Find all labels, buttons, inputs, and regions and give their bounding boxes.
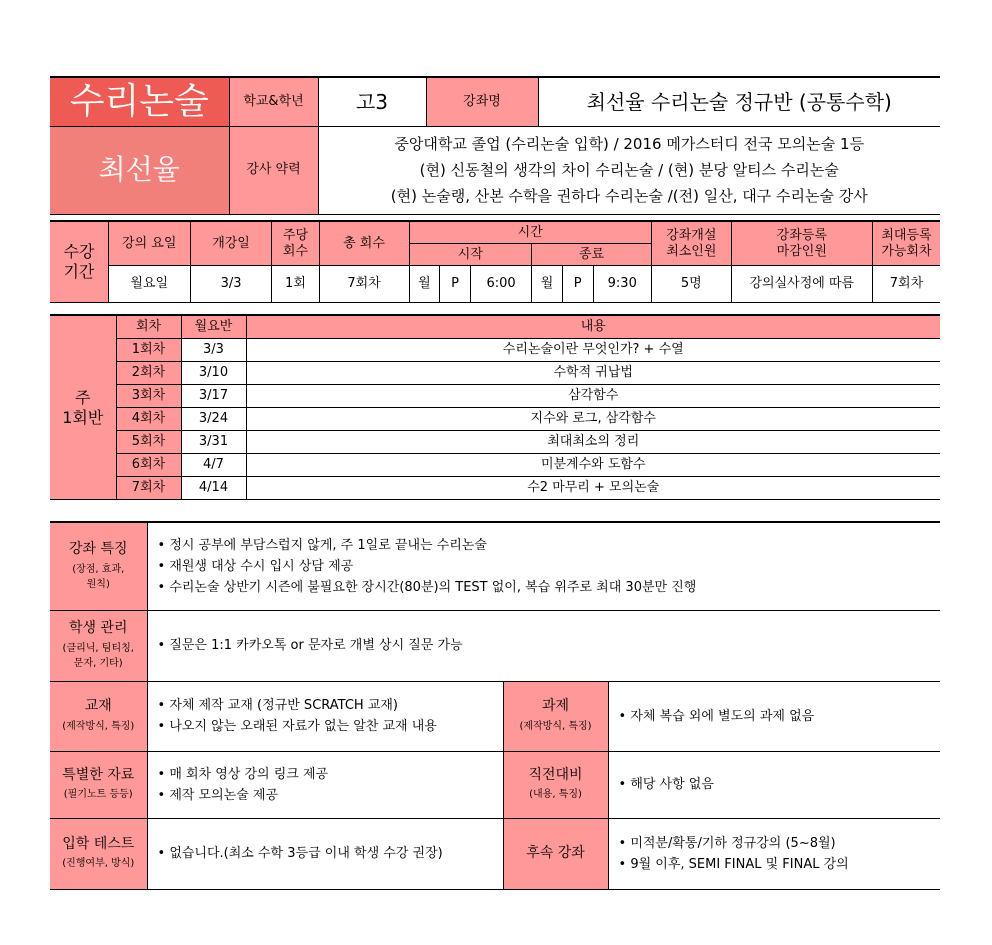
- course-name-value: 최선율 수리논술 정규반 (공통수학): [538, 77, 940, 126]
- list-item: • 없습니다.(최소 수학 3등급 이내 학생 수강 권장): [158, 843, 503, 864]
- content-cell: 수2 마무리 + 모의논술: [246, 477, 940, 500]
- end-time-value: 9:30: [593, 266, 651, 303]
- curriculum-table: [50, 314, 940, 500]
- list-item: • 정시 공부에 부담스럽지 않게, 주 1일로 끝내는 수리논술: [158, 535, 941, 556]
- period-label: 수강 기간: [50, 221, 108, 303]
- time-header: 시간: [409, 221, 651, 244]
- start-time-value: 6:00: [470, 266, 531, 303]
- list-item: • 자체 제작 교재 (정규반 SCRATCH 교재): [158, 695, 503, 716]
- table-row: [50, 362, 940, 385]
- entrance-list: [147, 818, 503, 889]
- content-cell: 미분계수와 도함수: [246, 454, 940, 477]
- date-cell: 3/3: [181, 339, 246, 362]
- content-cell: 최대최소의 정리: [246, 431, 940, 454]
- session-cell: 3회차: [116, 385, 181, 408]
- weekly-value: 1회: [272, 266, 319, 303]
- textbook-label: 교재 (제작방식, 특징): [50, 681, 147, 751]
- session-cell: 2회차: [116, 362, 181, 385]
- session-cell: 6회차: [116, 454, 181, 477]
- closing-header: 강좌등록 마감인원: [731, 221, 872, 266]
- features-list: [147, 522, 940, 610]
- list-item: • 해당 사항 없음: [619, 774, 941, 795]
- followup-list: [608, 818, 940, 889]
- features-label: 강좌 특징 (장점, 효과, 원칙): [50, 522, 147, 610]
- min-students-value: 5명: [651, 266, 731, 303]
- session-cell: 7회차: [116, 477, 181, 500]
- schedule-table: [50, 220, 940, 303]
- table-row: [50, 339, 940, 362]
- content-cell: 수학적 귀납법: [246, 362, 940, 385]
- date-header: 월요반: [181, 315, 246, 339]
- day-header: 강의 요일: [108, 221, 190, 266]
- max-reg-header: 최대등록 가능회차: [872, 221, 940, 266]
- header-table: [50, 76, 940, 215]
- content-header: 내용: [246, 315, 940, 339]
- management-label: 학생 관리 (클리닉, 팀티칭, 문자, 기타): [50, 610, 147, 681]
- max-reg-value: 7회차: [872, 266, 940, 303]
- career-list: [318, 126, 940, 214]
- session-cell: 5회차: [116, 431, 181, 454]
- day-value: 월요일: [108, 266, 190, 303]
- course-name-label: 강좌명: [426, 77, 538, 126]
- date-cell: 3/24: [181, 408, 246, 431]
- start-ampm-value: P: [440, 266, 471, 303]
- career-line: (현) 논술랭, 산본 수학을 권하다 수리논술 /(전) 일산, 대구 수리논술 강사: [390, 187, 868, 205]
- total-value: 7회차: [319, 266, 409, 303]
- content-cell: 삼각함수: [246, 385, 940, 408]
- table-row: [50, 454, 940, 477]
- closing-value: 강의실사정에 따름: [731, 266, 872, 303]
- list-item: • 미적분/확통/기하 정규강의 (5~8월): [619, 833, 941, 854]
- table-row: [50, 385, 940, 408]
- school-grade-label: 학교&학년: [229, 77, 318, 126]
- date-cell: 3/10: [181, 362, 246, 385]
- session-header: 회차: [116, 315, 181, 339]
- date-cell: 3/17: [181, 385, 246, 408]
- list-item: • 나오지 않는 오래된 자료가 없는 알찬 교재 내용: [158, 716, 503, 737]
- career-line: (현) 신동철의 생각의 차이 수리논술 / (현) 분당 알티스 수리논술: [419, 161, 839, 179]
- list-item: • 재원생 대상 수시 입시 상담 제공: [158, 556, 941, 577]
- exam-prep-list: [608, 751, 940, 818]
- end-day-value: 월: [532, 266, 563, 303]
- entrance-label: 입학 테스트 (진행여부, 방식): [50, 818, 147, 889]
- curriculum-side-label: 주 1회반: [50, 315, 116, 500]
- special-list: [147, 751, 503, 818]
- start-date-header: 개강일: [190, 221, 272, 266]
- min-students-header: 강좌개설 최소인원: [651, 221, 731, 266]
- special-label: 특별한 자료 (필기노트 등등): [50, 751, 147, 818]
- list-item: • 9월 이후, SEMI FINAL 및 FINAL 강의: [619, 854, 941, 875]
- session-cell: 1회차: [116, 339, 181, 362]
- subject-title: 수리논술: [50, 77, 229, 126]
- list-item: • 질문은 1:1 카카오톡 or 문자로 개별 상시 질문 가능: [158, 635, 941, 656]
- table-row: [50, 408, 940, 431]
- homework-list: [608, 681, 940, 751]
- date-cell: 3/31: [181, 431, 246, 454]
- date-cell: 4/7: [181, 454, 246, 477]
- followup-label: 후속 강좌: [503, 818, 608, 889]
- table-row: [50, 477, 940, 500]
- time-start-header: 시작: [409, 244, 532, 266]
- career-line: 중앙대학교 졸업 (수리논술 입학) / 2016 메가스터디 전국 모의논술 1등: [394, 135, 865, 153]
- career-label: 강사 약력: [229, 126, 318, 214]
- homework-label: 과제 (제작방식, 특징): [503, 681, 608, 751]
- content-cell: 지수와 로그, 삼각함수: [246, 408, 940, 431]
- list-item: • 매 회차 영상 강의 링크 제공: [158, 764, 503, 785]
- textbook-list: [147, 681, 503, 751]
- details-table: [50, 521, 940, 890]
- list-item: • 수리논술 상반기 시즌에 불필요한 장시간(80분)의 TEST 없이, 복습 위주로 최대 30분만 진행: [158, 577, 941, 598]
- management-list: [147, 610, 940, 681]
- end-ampm-value: P: [562, 266, 593, 303]
- start-date-value: 3/3: [190, 266, 272, 303]
- teacher-name: 최선율: [50, 126, 229, 214]
- start-day-value: 월: [409, 266, 440, 303]
- list-item: • 제작 모의논술 제공: [158, 785, 503, 806]
- grade-value: 고3: [318, 77, 426, 126]
- time-end-header: 종료: [532, 244, 652, 266]
- exam-prep-label: 직전대비 (내용, 특징): [503, 751, 608, 818]
- total-header: 총 회수: [319, 221, 409, 266]
- table-row: [50, 431, 940, 454]
- list-item: • 자체 복습 외에 별도의 과제 없음: [619, 706, 941, 727]
- content-cell: 수리논술이란 무엇인가? + 수열: [246, 339, 940, 362]
- session-cell: 4회차: [116, 408, 181, 431]
- date-cell: 4/14: [181, 477, 246, 500]
- weekly-header: 주당 회수: [272, 221, 319, 266]
